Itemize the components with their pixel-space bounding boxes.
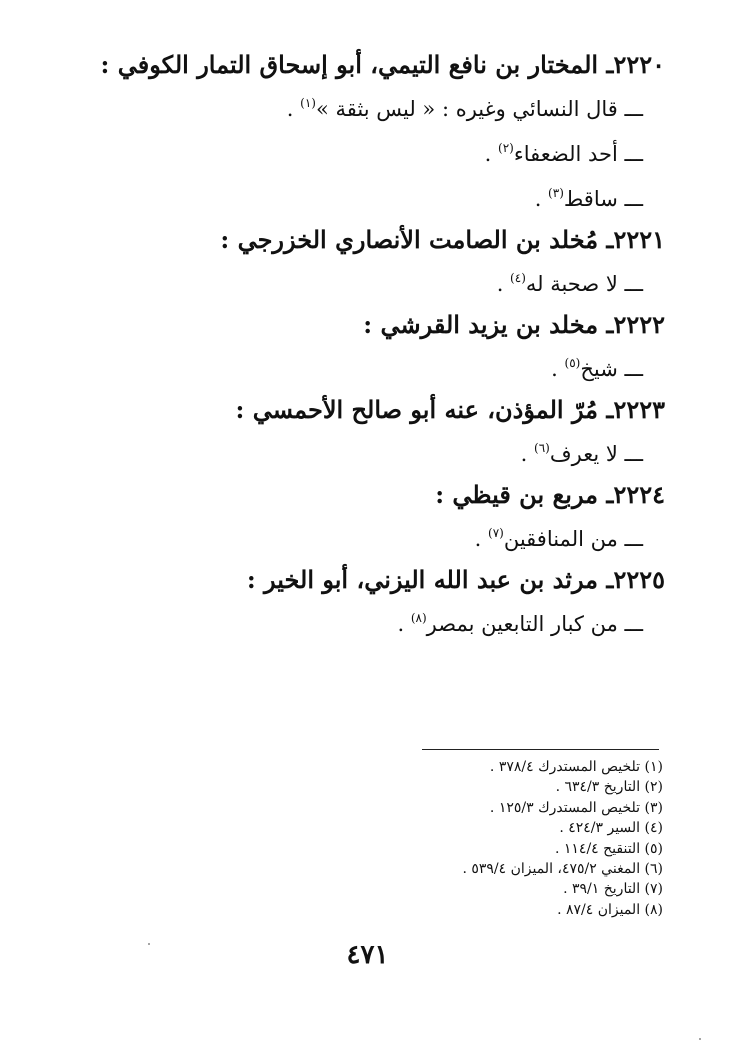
line-dash: ـــ bbox=[624, 272, 643, 296]
entry bbox=[65, 563, 665, 648]
line-dash: ـــ bbox=[624, 97, 643, 121]
entry bbox=[65, 223, 665, 308]
line-end: . bbox=[397, 612, 411, 636]
line-end: . bbox=[474, 527, 488, 551]
entry-line bbox=[65, 433, 665, 478]
entry-heading bbox=[65, 563, 665, 603]
footnote-marker: (٥) bbox=[564, 356, 581, 370]
entry-line bbox=[65, 88, 665, 133]
footnote-marker: (٨) bbox=[410, 611, 427, 625]
entry-heading bbox=[65, 48, 665, 88]
entry-number: ٢٢٢٠ bbox=[613, 50, 665, 79]
entry-heading bbox=[65, 223, 665, 263]
footnote: (٢) التاريخ ٦٣٤/٣ . bbox=[555, 779, 663, 796]
heading-separator: ـ bbox=[606, 225, 614, 254]
entry-line bbox=[65, 263, 665, 308]
entry-heading bbox=[65, 393, 665, 433]
line-end: . bbox=[286, 97, 301, 121]
entry-name: مربع بن قيظي : bbox=[435, 480, 599, 509]
line-end: . bbox=[484, 142, 499, 166]
line-dash: ـــ bbox=[624, 142, 643, 166]
heading-separator: ـ bbox=[606, 480, 614, 509]
line-text: ساقط bbox=[563, 187, 618, 211]
entry-number: ٢٢٢٢ bbox=[613, 310, 665, 339]
entry-heading bbox=[65, 478, 665, 518]
entries-list bbox=[65, 48, 665, 648]
entry-line bbox=[65, 603, 665, 648]
entry-number: ٢٢٢٤ bbox=[613, 480, 665, 509]
footnote: (٤) السير ٤٢٤/٣ . bbox=[559, 820, 663, 837]
page-number: ٤٧١ bbox=[346, 940, 389, 970]
line-end: . bbox=[520, 442, 535, 466]
entry bbox=[65, 393, 665, 478]
line-dash: ـــ bbox=[624, 612, 643, 636]
footnote-divider bbox=[422, 749, 659, 750]
footnote: (٦) المغني ٤٧٥/٢، الميزان ٥٣٩/٤ . bbox=[462, 861, 663, 878]
entry-line bbox=[65, 518, 665, 563]
line-text: قال النسائي وغيره : « ليس بثقة » bbox=[315, 97, 618, 121]
entry-number: ٢٢٢١ bbox=[613, 225, 665, 254]
line-text: شيخ bbox=[580, 357, 618, 381]
entry-number: ٢٢٢٣ bbox=[613, 395, 665, 424]
entry-line bbox=[65, 178, 665, 223]
line-end: . bbox=[496, 272, 511, 296]
heading-separator: ـ bbox=[606, 565, 614, 594]
line-text: من المنافقين bbox=[503, 527, 618, 551]
entry bbox=[65, 48, 665, 223]
footnote-marker: (٣) bbox=[548, 186, 564, 200]
line-dash: ـــ bbox=[624, 442, 643, 466]
entry-line bbox=[65, 348, 665, 393]
entry-name: مخلد بن يزيد القرشي : bbox=[363, 310, 599, 339]
line-end: . bbox=[551, 357, 565, 381]
heading-separator: ـ bbox=[606, 50, 614, 79]
line-dash: ـــ bbox=[624, 527, 643, 551]
line-text: من كبار التابعين بمصر bbox=[426, 612, 618, 636]
line-dash: ـــ bbox=[624, 187, 643, 211]
scan-speck bbox=[699, 1038, 701, 1040]
footnotes bbox=[343, 757, 663, 920]
scan-speck bbox=[148, 943, 150, 945]
heading-separator: ـ bbox=[606, 395, 614, 424]
entry bbox=[65, 308, 665, 393]
entry-line bbox=[65, 133, 665, 178]
footnote: (٧) التاريخ ٣٩/١ . bbox=[563, 881, 663, 898]
footnote-marker: (٤) bbox=[510, 271, 526, 285]
entry-number: ٢٢٢٥ bbox=[613, 565, 665, 594]
footnote: (٣) تلخيص المستدرك ١٢٥/٣ . bbox=[489, 799, 663, 816]
heading-separator: ـ bbox=[606, 310, 614, 339]
footnote-marker: (٢) bbox=[498, 141, 514, 155]
line-text: أحد الضعفاء bbox=[513, 142, 618, 166]
entry-name: مُرّ المؤذن، عنه أبو صالح الأحمسي : bbox=[235, 395, 599, 424]
line-text: لا يعرف bbox=[549, 442, 618, 466]
footnote: (١) تلخيص المستدرك ٣٧٨/٤ . bbox=[489, 759, 663, 775]
line-text: لا صحبة له bbox=[525, 272, 618, 296]
entry-heading bbox=[65, 308, 665, 348]
footnote-marker: (٧) bbox=[488, 526, 504, 540]
footnote: (٥) التنقيح ١١٤/٤ . bbox=[554, 840, 663, 857]
entry-name: المختار بن نافع التيمي، أبو إسحاق التمار الكوفي : bbox=[100, 50, 599, 79]
line-dash: ـــ bbox=[624, 357, 643, 381]
footnote: (٨) الميزان ٨٧/٤ . bbox=[557, 901, 663, 918]
line-end: . bbox=[534, 187, 549, 211]
footnote-marker: (٦) bbox=[534, 441, 550, 455]
entry-name: مُخلد بن الصامت الأنصاري الخزرجي : bbox=[220, 225, 599, 254]
footnote-marker: (١) bbox=[300, 96, 316, 110]
entry bbox=[65, 478, 665, 563]
entry-name: مرثد بن عبد الله اليزني، أبو الخير : bbox=[246, 565, 599, 594]
